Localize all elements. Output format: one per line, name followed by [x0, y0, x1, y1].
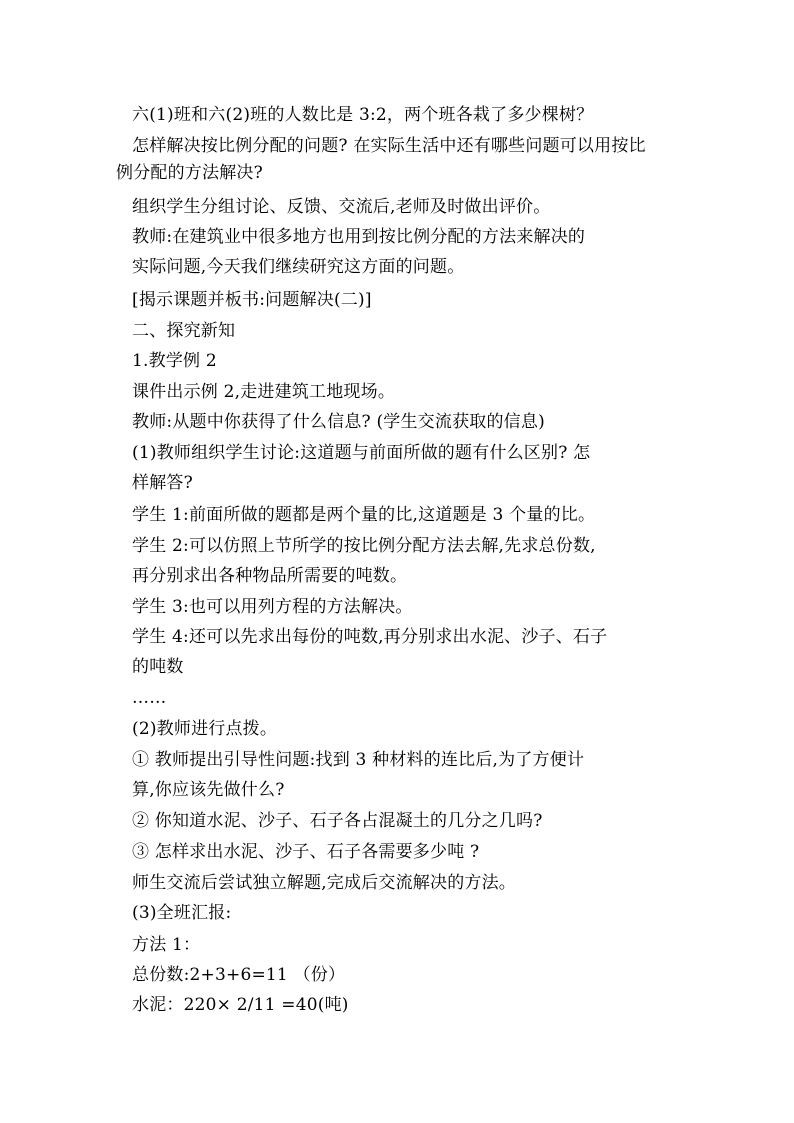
formula-line: 总份数:2+3+6=11 （份）	[132, 965, 346, 985]
subsection-heading: 1.教学例 2	[132, 351, 217, 371]
list-item: ① 教师提出引导性问题:找到 3 种材料的连比后,为了方便计	[132, 750, 585, 770]
paragraph-line: 课件出示例 2,走进建筑工地现场。	[132, 382, 396, 402]
paragraph-line: 实际问题,今天我们继续研究这方面的问题。	[132, 257, 465, 277]
list-item: ② 你知道水泥、沙子、石子各占混凝土的几分之几吗?	[132, 811, 543, 831]
paragraph-line: 例分配的方法解决?	[116, 163, 263, 183]
paragraph-line: 教师:从题中你获得了什么信息? (学生交流获取的信息)	[132, 412, 545, 432]
paragraph-line: 算,你应该先做什么?	[132, 780, 285, 800]
formula-line: 水泥：220× 2/11 =40(吨)	[132, 995, 349, 1015]
section-heading: 二、探究新知	[132, 321, 236, 341]
paragraph-line: 学生 2:可以仿照上节所学的按比例分配方法去解,先求总份数,	[132, 536, 596, 556]
paragraph-line: 教师:在建筑业中很多地方也用到按比例分配的方法来解决的	[132, 227, 586, 247]
paragraph-line: 再分别求出各种物品所需要的吨数。	[132, 566, 408, 586]
paragraph-line: (2)教师进行点拨。	[132, 719, 278, 739]
paragraph-line: 的吨数	[132, 657, 184, 677]
paragraph-line: (1)教师组织学生讨论:这道题与前面所做的题有什么区别? 怎	[132, 443, 591, 463]
paragraph-line: 学生 1:前面所做的题都是两个量的比,这道题是 3 个量的比。	[132, 505, 596, 525]
paragraph-line: 师生交流后尝试独立解题,完成后交流解决的方法。	[132, 873, 517, 893]
paragraph-line: 怎样解决按比例分配的问题? 在实际生活中还有哪些问题可以用按比	[132, 136, 646, 156]
paragraph-line: 六(1)班和六(2)班的人数比是 3:2，两个班各栽了多少棵树？	[132, 105, 594, 125]
paragraph-line: 学生 4:还可以先求出每份的吨数,再分别求出水泥、沙子、石子	[132, 627, 608, 647]
ellipsis-line: ……	[132, 688, 167, 708]
paragraph-line: 方法 1：	[132, 935, 201, 955]
paragraph-line: 组织学生分组讨论、反馈、交流后,老师及时做出评价。	[132, 197, 551, 217]
list-item: ③ 怎样求出水泥、沙子、石子各需要多少吨 ?	[132, 842, 480, 862]
paragraph-line: [揭示课题并板书:问题解决(二)]	[132, 290, 372, 310]
paragraph-line: 学生 3:也可以用列方程的方法解决。	[132, 597, 413, 617]
paragraph-line: (3)全班汇报:	[132, 903, 232, 923]
paragraph-line: 样解答?	[132, 473, 193, 493]
